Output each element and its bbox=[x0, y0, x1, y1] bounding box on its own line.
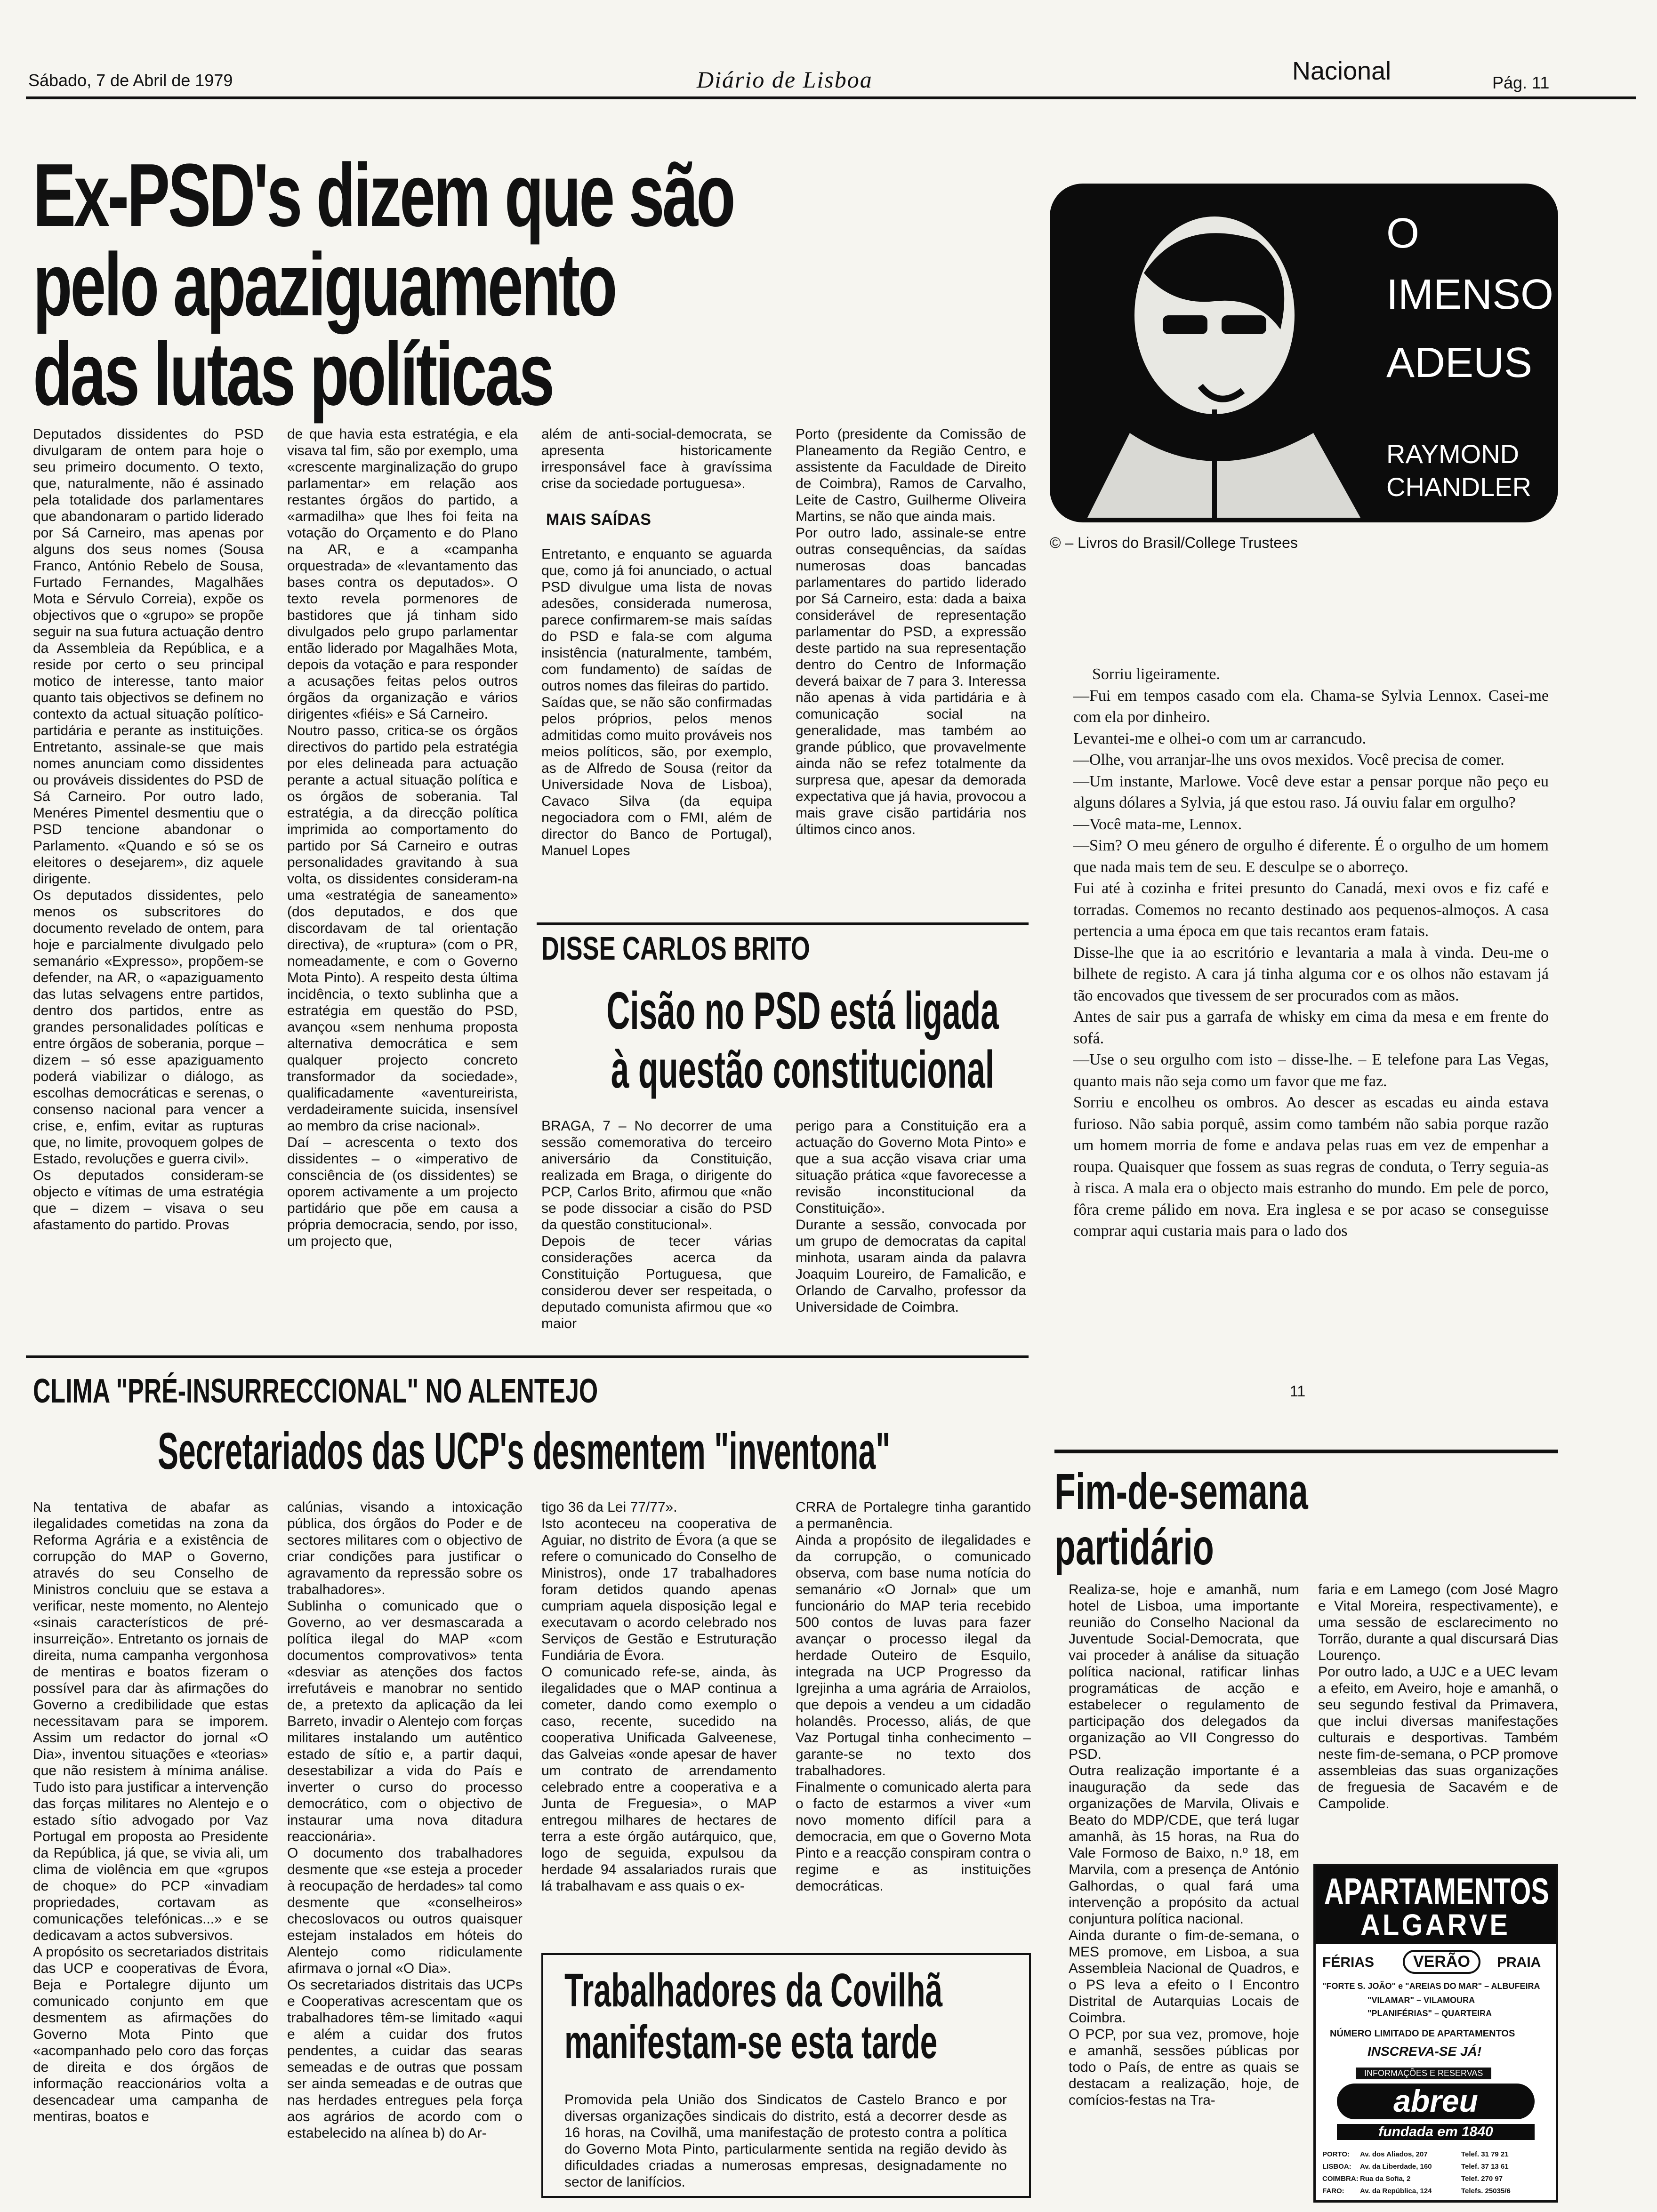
serial-author: RAYMOND CHANDLER bbox=[1386, 439, 1532, 502]
serial-page-number: 11 bbox=[1290, 1383, 1306, 1400]
serial-title-2: IMENSO bbox=[1386, 271, 1554, 318]
page-number: Pág. 11 bbox=[1492, 73, 1550, 92]
ad-address-row: PORTO: Av. dos Aliados, 207 Telef. 31 79 21 bbox=[1322, 2150, 1509, 2158]
serial-credit: © – Livros do Brasil/College Trustees bbox=[1050, 534, 1298, 551]
covilha-box bbox=[541, 1953, 1031, 2198]
issue-date: Sábado, 7 de Abril de 1979 bbox=[28, 71, 233, 90]
alentejo-col2: calúnias, visando a intoxicação pública, dos órgãos do Poder e de sectores militares com o objectivo de criar condições para justificar o agravamento da repressão sobre os trabalhadores». Sublinha o comunicado que o Governo, ao ver desmascarada a política ilegal do MAP «com documentos comprovativos» tenta «desviar as atenções dos factos irrefutáveis e manobrar no sentido de, a pretexto da aplicação da lei Barreto, invadir o Alentejo com forças militares instalando um autêntico estado de sítio e, a partir daqui, desestabilizar a vida do País e inverter o curso do processo democrático, com o objectivo de instaurar uma nova ditadura reaccionária». O documento dos trabalhadores desmente que «se esteja a proceder à reocupação de herdades» tal como desmente que «conselheiros» checoslovacos ou outros quaisquer estejam instalados em hóteis do Alentejo como ridiculamente afirmava o jornal «O Dia». Os secretariados distritais das UCPs e Cooperativas acrescentam que os trabalhadores têm-se limitado «aqui e além a cuidar dos frutos pendentes, a cuidar das searas semeadas e de outras que possam ser ainda semeadas e de outras que nas herdades entregues pela força aos agrários de acordo com o estabelecido na alínea b) do Ar- bbox=[287, 1499, 523, 2141]
ad-addresses bbox=[1322, 2148, 1553, 2197]
ad-verao: VERÃO bbox=[1403, 1950, 1480, 1974]
main-headline: Ex-PSD's dizem que são pelo apaziguamento das lutas políticas bbox=[33, 145, 734, 424]
ad-address-row: LISBOA: Av. da Liberdade, 160 Telef. 37 13 61 bbox=[1322, 2163, 1509, 2171]
author-portrait bbox=[1059, 188, 1360, 518]
ad-address-row: COIMBRA: Rua da Sofia, 2 Telef. 270 97 bbox=[1322, 2175, 1503, 2183]
serial-text: Sorriu ligeiramente. —Fui em tempos casado com ela. Chama-se Sylvia Lennox. Casei-me com ela por dinheiro. Levantei-me e olhei-o com um ar carrancudo. —Olhe, vou arranjar-lhe uns ovos mexidos. Você precisa de comer. —Um instante, Marlowe. Você deve estar a pensar porque não peço eu alguns dólares a Sylvia, já que estou raso. Já ouviu falar em orgulho? —Você mata-me, Lennox. —Sim? O meu género de orgulho é diferente. É o orgulho de um homem que nada mais tem de seu. E desculpe se o aborreço. Fui até à cozinha e fritei presunto do Canadá, mexi ovos e fiz café e torradas. Comemos no recanto destinado aos pequenos-almoços. A casa pertencia a uma época em que tais recantos eram fatais. Disse-lhe que ia ao escritório e levantaria a mala à vinda. Deu-me o bilhete de registo. A cara já tinha alguma cor e os olhos não estavam já tão encovados que tivessem de ser procurados com as mãos. Antes de sair pus a garrafa de whisky em cima da mesa e em frente do sofá. —Use o seu orgulho com isto – disse-lhe. – E telefone para Las Vegas, quanto mais não seja como um favor que me faz. Sorriu e encolheu os ombros. Ao descer as escadas eu ainda estava furioso. Não sabia porquê, assim como também não sabia porque razão um homem morria de fome e andava pelas ruas em vez de empenhar a roupa. Quaisquer que fossem as suas regras de conduta, o Terry seguia-as à risca. A mala era o objecto mais estranho do mundo. Em pele de porco, fôra creme pálido em nova. Era inglesa e se por acaso se conseguisse comprar aqui custaria mais para o lado dos bbox=[1073, 665, 1549, 1240]
ad-title: APARTAMENTOS bbox=[1324, 1870, 1549, 1912]
weekend-headline: Fim-de-semana partidário bbox=[1054, 1463, 1308, 1575]
main-article-col1: Deputados dissidentes do PSD divulgaram de ontem para hoje o seu primeiro documento. O texto, que, naturalmente, não é assinado pela totalidade dos parlamentares que abandonaram o partido liderado por Sá Carneiro, mas apenas por alguns dos seus nomes (Sousa Franco, António Rebelo de Sousa, Furtado Fernandes, Magalhães Mota e Sérvulo Correia), expõe os objectivos que o «grupo» se propõe seguir na sua futura actuação dentro da Assembleia da República, e a reside por certo o seu principal motico de interesse, tanto maior quanto tais objectivos se definem no contexto da actual situação político-partidária e perante as instituições. Entretanto, assinale-se que mais nomes anunciam como dissidentes ou prováveis dissidentes do PSD de Sá Carneiro. Por outro lado, Menéres Pimentel desmentiu que o PSD tencione abandonar o Parlamento. «Quando e só se os eleitores o desejarem», diz aquele dirigente. Os deputados dissidentes, pelo menos os subscritores do documento revelado de ontem, para hoje e parcialmente divulgado pelo semanário «Expresso», propõem-se defender, na AR, o «apaziguamento das lutas selvagens entre partidos, dentro dos partidos, entre as grandes personalidades políticas e entre órgãos de soberania, porque – dizem – só esse apaziguamento poderá viabilizar o diálogo, as escolhas democráticas e serenas, o consenso nacional para vencer a crise, e, enfim, evitar as rupturas que, no limite, provoquem golpes de Estado, revoluções e guerra civil». Os deputados consideram-se objecto e vítimas de uma estratégia que – dizem – visava o seu afastamento do partido. Provas bbox=[33, 426, 264, 1233]
alentejo-col1: Na tentativa de abafar as ilegalidades cometidas na zona da Reforma Agrária e a existência de corrupção do MAP o Governo, através do seu Conselho de Ministros concluiu que se estava a verificar, neste momento, no Alentejo «sinais característicos de pré-insurreição». Entretanto os jornais de direita, numa campanha vergonhosa de mentiras e boatos fizeram o possível para dar às afirmações do Governo a credibilidade que estas necessitavam para se imporem. Assim um redactor do jornal «O Dia», inventou situações e «teorias» que não resistem à mínima análise. Tudo isto para justificar a intervenção das forças militares no Alentejo e o estado sítio advogado por Vaz Portugal em proposta ao Presidente da República, já que, se vivia ali, um clima de violência em que «grupos de choque» do PCP «invadiam propriedades, cortavam as comunicações telefónicas...» e se dedicavam a actos subversivos. A propósito os secretariados distritais das UCP e cooperativas de Évora, Beja e Portalegre dijunto um comunicado conjunto em que desmentem as afirmações do Governo Mota Pinto que «acompanhado pelo coro das forças de direita e dos órgãos de informação reaccionários volta a desencadear uma campanha de mentiras, boatos e bbox=[33, 1499, 268, 2124]
main-article-col3b: Entretanto, e enquanto se aguarda que, como já foi anunciado, o actual PSD divulgue uma lista de novas adesões, considerada numerosa, parece confirmarem-se mais saídas do PSD e fala-se com alguma insistência (naturalmente, também, com fundamento) de saídas de outros nomes das fileiras do partido. Saídas que, se não são confirmadas pelos próprios, pelos menos admitidas como muito prováveis nos meios políticos, são, por exemplo, as de Alfredo de Sousa (reitor da Universidade Nova de Lisboa), Cavaco Silva (da equipa negociadora com o FMI, além de director do Banco de Portugal), Manuel Lopes bbox=[541, 546, 772, 858]
covilha-text: Promovida pela União dos Sindicatos de Castelo Branco e por diversas organizações sindicais do distrito, está a decorrer desde as 16 horas, na Covilhã, uma manifestação de protesto contra a política do Governo Mota Pinto, particularmente sentida na região devido às dificuldades criadas a numerosas empresas, designadamente no sector de lanifícios. bbox=[564, 2092, 1007, 2190]
main-article-col2: de que havia esta estratégia, e ela visava tal fim, são por exemplo, uma «crescente marginalização do grupo parlamentar» em relação aos restantes órgãos do partido, a «armadilha» que lhes foi feita na votação do Orçamento e do Plano na AR, e a «campanha orquestrada» de «levantamento das bases contra os deputados». O texto revela pormenores de bastidores que já tinham sido divulgados pelo grupo parlamentar então liderado por Magalhães Mota, depois da votação e para responder a acusações feitas pelos outros órgãos da organização e vários dirigentes «fiéis» e Sá Carneiro. Noutro passo, critica-se os órgãos directivos do partido pela estratégia por eles delineada para actuação perante a actual situação política e os órgãos de soberania. Tal estratégia, a da direcção política imprimida ao comportamento do partido por Sá Carneiro e outras personalidades gravitando à sua volta, os dissidentes consideram-na uma «estratégia de saneamento» (dos deputados, e dos que discordavam de tal orientação directiva), de «ruptura» (com o PR, nomeadamente, e com o Governo Mota Pinto). A respeito desta última incidência, o texto sublinha que a estratégia em questão do PSD, avançou «sem nenhuma proposta alternativa democrática e sem qualquer projecto concreto transformador da sociedade», qualificadamente «aventureirista, verdadeiramente suicida, insensível ao membro da crise nacional». Daí – acrescenta o texto dos dissidentes – o «imperativo de consciência de (os dissidentes) se oporem activamente a um projecto partidário que põe em causa a própria democracia, sendo, por isso, um projecto que, bbox=[287, 426, 518, 1249]
brito-headline: Cisão no PSD está ligada à questão constitucional bbox=[606, 981, 999, 1099]
ad-line2: "VILAMAR" – VILAMOURA bbox=[1367, 1996, 1475, 2005]
ad-founded: fundada em 1840 bbox=[1337, 2124, 1535, 2140]
section-name: Nacional bbox=[1292, 57, 1392, 85]
ad-ferias: FÉRIAS bbox=[1322, 1955, 1375, 1970]
algarve-ad bbox=[1313, 1864, 1558, 2203]
alentejo-col4: CRRA de Portalegre tinha garantido a permanência. Ainda a propósito de ilegalidades e da corrupção, o comunicado observa, com base numa notícia do semanário «O Jornal» que um funcionário do MAP teria recebido 500 contos de luvas para fazer avançar o processo ilegal da herdade Outeiro de Esquilo, integrada na UCP Progresso da Igrejinha a uma agrária de Arraiolos, que depois a vendeu a um cidadão holandês. Processo, aliás, de que Vaz Portugal tinha conhecimento – garante-se no texto dos trabalhadores. Finalmente o comunicado alerta para o facto de estarmos a viver «um novo momento difícil para a democracia, em que o Governo Mota Pinto e a reacção conspiram contra o regime e as instituições democráticas. bbox=[796, 1499, 1031, 1894]
masthead-rule bbox=[26, 96, 1636, 99]
alentejo-kicker: CLIMA "PRÉ-INSURRECCIONAL" NO ALENTEJO bbox=[33, 1372, 598, 1410]
serial-banner bbox=[1050, 184, 1558, 522]
serial-title-1: O bbox=[1386, 210, 1420, 257]
brito-col1: BRAGA, 7 – No decorrer de uma sessão comemorativa do terceiro aniversário da Constituição, realizada em Braga, o dirigente do PCP, Carlos Brito, afirmou que «não se pode dissociar a cisão do PSD da questão constitucional». Depois de tecer várias considerações acerca da Constituição Portuguesa, que considerou dever ser respeitada, o deputado comunista afirmou que «o maior bbox=[541, 1118, 772, 1331]
ad-subtitle: ALGARVE bbox=[1360, 1908, 1511, 1942]
main-article-col3a: além de anti-social-democrata, se apresenta historicamente irresponsável face à gravíssima crise da sociedade portuguesa». bbox=[541, 426, 772, 491]
alentejo-col3: tigo 36 da Lei 77/77». Isto aconteceu na cooperativa de Aguiar, no distrito de Évora (a que se refere o comunicado do Conselho de Ministros), onde 17 trabalhadores foram detidos quando apenas cumpriam aquela disposição legal e executavam o acordo celebrado nos Serviços de Gestão e Estruturação Fundiária de Évora. O comunicado refe-se, ainda, às ilegalidades que o MAP continua a cometer, dando como exemplo o caso, recente, sucedido na cooperativa Unificada Galveenese, das Galveias «onde apesar de haver um contrato de arrendamento celebrado entre a cooperativa e a Junta de Freguesia», o MAP entregou milhares de hectares de terra a este órgão autárquico, que, logo de seguida, expulsou da herdade 94 assalariados rurais que lá trabalhavam e ass quais o ex- bbox=[541, 1499, 777, 1894]
weekend-col2: faria e em Lamego (com José Magro e Vital Moreira, respectivamente), e uma sessão de esclarecimento no Torrão, durante a qual discursará Dias Lourenço. Por outro lado, a UJC e a UEC levam a efeito, em Aveiro, hoje e amanhã, o seu segundo festival da Primavera, que inclui diversas manifestações culturais e desportivas. Também neste fim-de-semana, o PCP promove assembleias das suas organizações de freguesia de Sacavém e de Campolide. bbox=[1318, 1582, 1558, 1811]
weekend-col1: Realiza-se, hoje e amanhã, num hotel de Lisboa, uma importante reunião do Conselho Nacional da Juventude Social-Democrata, que vai proceder à análise da situação política nacional, ratificar linhas programáticas de acção e estabelecer o regulamento de participação dos delegados da organização ao VII Congresso do PSD. Outra realização importante é a inauguração da sede das organizações de Marvila, Olivais e Beato do MDP/CDE, que terá lugar amanhã, às 15 horas, na Rua do Vale Formoso de Baixo, n.º 18, em Marvila, com a presença de António Galhordas, o qual fará uma intervenção a propósito da actual conjuntura política nacional. Ainda durante o fim-de-semana, o MES promove, em Lisboa, a sua Assembleia Nacional de Quadros, e o PS leva a efeito o I Encontro Distrital de Autarquias Locais de Coimbra. O PCP, por sua vez, promove, hoje e amanhã, sessões públicas por todo o País, de entre as quais se destacam a realização, hoje, de comícios-festas na Tra- bbox=[1069, 1582, 1299, 2108]
serial-title-3: ADEUS bbox=[1386, 339, 1533, 386]
brito-col2: perigo para a Constituição era a actuação do Governo Mota Pinto» e que a sua acção visava criar uma situação prática «que favorecesse a revisão inconstitucional da Constituição». Durante a sessão, convocada por um grupo de democratas da capital minhota, usaram ainda da palavra Joaquim Loureiro, de Famalicão, e Orlando de Carvalho, professor da Universidade de Coimbra. bbox=[796, 1118, 1026, 1315]
covilha-headline: Trabalhadores da Covilhã manifestam-se esta tarde bbox=[564, 1964, 943, 2068]
ad-brand: abreu bbox=[1337, 2084, 1535, 2119]
ad-line1: "FORTE S. JOÃO" e "AREIAS DO MAR" – ALBUFEIRA bbox=[1322, 1981, 1540, 1991]
main-article-subhead: MAIS SAÍDAS bbox=[546, 511, 651, 529]
ad-line3: "PLANIFÉRIAS" – QUARTEIRA bbox=[1367, 2009, 1492, 2018]
brito-kicker: DISSE CARLOS BRITO bbox=[541, 930, 810, 967]
newspaper-name: Diário de Lisboa bbox=[697, 66, 873, 93]
weekend-rule bbox=[1054, 1450, 1558, 1453]
ad-call: INSCREVA-SE JÁ! bbox=[1367, 2044, 1482, 2059]
masthead bbox=[0, 0, 1657, 108]
alentejo-top-rule bbox=[26, 1355, 1029, 1358]
brito-rule bbox=[537, 922, 1029, 925]
ad-limited: NÚMERO LIMITADO DE APARTAMENTOS bbox=[1330, 2028, 1515, 2039]
alentejo-headline: Secretariados das UCP's desmentem "inventona" bbox=[158, 1422, 891, 1480]
ad-address-row: FARO: Av. da República, 124 Telefs. 25035/6 bbox=[1322, 2187, 1511, 2195]
main-article-col4: Porto (presidente da Comissão de Planeamento da Região Centro, e assistente da Faculdade de Direito de Coimbra), Ramos de Carvalho, Leite de Castro, Guilherme Oliveira Martins, se não que ainda mais. Por outro lado, assinale-se entre outras consequências, da saídas numerosas doas bancadas parlamentares do partido liderado por Sá Carneiro, esta: dada a baixa considerável de representação parlamentar do PSD, a expressão deste partido na sua representação dentro do Centro de Informação deverá baixar de 7 para 3. Interessa não apenas à vida partidária e à comunicação social na generalidade, mas também ao grande público, que provavelmente ainda não se refez totalmente da surpresa que, apesar da demorada expectativa que já havia, provocou a mais grave cisão partidária nos últimos cinco anos. bbox=[796, 426, 1026, 837]
ad-info: INFORMAÇÕES E RESERVAS bbox=[1356, 2068, 1491, 2079]
ad-praia: PRAIA bbox=[1497, 1955, 1541, 1970]
